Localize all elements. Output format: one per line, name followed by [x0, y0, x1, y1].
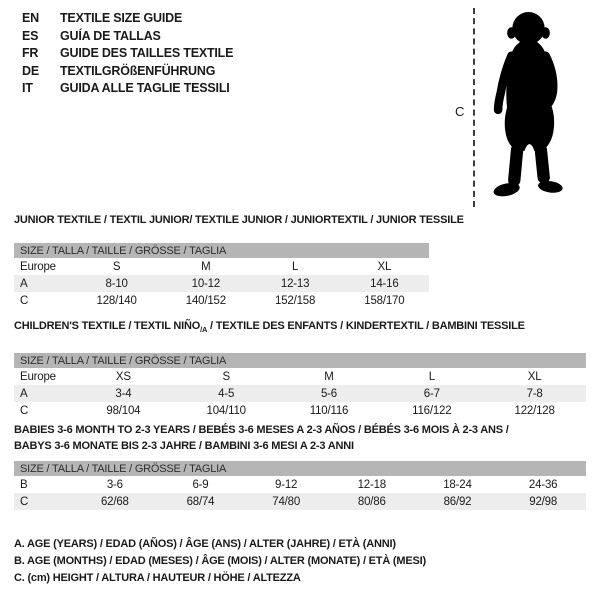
table-row-europe: [14, 368, 586, 385]
size-cell: 8-10: [72, 275, 161, 292]
size-cell: 4-5: [175, 385, 278, 402]
size-cell: 6-7: [380, 385, 483, 402]
junior-size-table: [14, 243, 429, 309]
language-title-list: [22, 10, 233, 98]
size-cell: XL: [377, 260, 392, 273]
childrens-textile-section: [14, 318, 589, 419]
size-cell: XS: [115, 370, 131, 383]
size-cell: M: [324, 370, 334, 383]
childrens-table-title: [14, 318, 589, 338]
size-header-row: [14, 243, 429, 258]
table-row-height: [14, 292, 429, 309]
table-row-height: [14, 493, 586, 510]
row-label: C: [20, 404, 29, 417]
size-cell: 62/68: [72, 493, 158, 510]
size-cell: 14-16: [340, 275, 429, 292]
guide-title-de: TEXTILGRÖßENFÜHRUNG: [60, 63, 216, 78]
size-cell: 158/170: [364, 294, 405, 307]
language-code: IT: [22, 81, 33, 95]
row-label: A: [14, 275, 72, 292]
language-row-en: [22, 10, 233, 28]
table-row-age-months: [14, 476, 586, 493]
table-row-height: [14, 402, 586, 419]
size-cell: 12-13: [251, 275, 340, 292]
size-cell: 10-12: [161, 275, 250, 292]
row-label: C: [14, 493, 72, 510]
size-cell: S: [222, 370, 230, 383]
table-row-age: [14, 385, 586, 402]
size-cell: 6-9: [192, 478, 209, 491]
footnote-height-cm: C. (cm) HEIGHT / ALTURA / HAUTEUR / HÖHE / ALTEZZA: [14, 572, 301, 584]
size-cell: XL: [527, 370, 542, 383]
language-row-fr: [22, 45, 233, 63]
table-row-age: [14, 275, 429, 292]
size-cell: 24-36: [528, 478, 558, 491]
language-code: ES: [22, 28, 39, 43]
size-cell: L: [428, 370, 435, 383]
size-cell: 110/116: [309, 404, 349, 417]
footnote-age-years: A. AGE (YEARS) / EDAD (AÑOS) / ÂGE (ANS) / ALTER (JAHRE) / ETÀ (ANNI): [14, 538, 396, 550]
size-cell: 80/86: [329, 493, 415, 510]
legend-footnotes: [14, 536, 426, 587]
size-cell: 152/158: [275, 294, 316, 307]
row-label: A: [14, 385, 72, 402]
size-cell: 68/74: [158, 493, 244, 510]
size-cell: 104/110: [206, 404, 246, 417]
size-cell: 74/80: [243, 493, 329, 510]
size-cell: 5-6: [278, 385, 381, 402]
title-part: CHILDREN'S TEXTILE / TEXTIL NIÑO: [14, 320, 201, 332]
junior-table-title: JUNIOR TEXTILE / TEXTIL JUNIOR/ TEXTILE JUNIOR / JUNIORTEXTIL / JUNIOR TESSILE: [14, 214, 464, 226]
babies-size-table: [14, 461, 586, 510]
height-dashed-line-icon: [473, 8, 475, 207]
language-code: EN: [22, 11, 39, 25]
guide-title-fr: GUIDE DES TAILLES TEXTILE: [60, 46, 234, 60]
guide-title-es: GUÍA DE TALLAS: [60, 28, 161, 43]
babies-table-title: [14, 422, 589, 454]
size-cell: 98/104: [106, 404, 141, 417]
size-cell: 116/122: [412, 404, 452, 417]
size-cell: 140/152: [185, 294, 226, 307]
table-row-europe: [14, 258, 429, 275]
language-row-de: [22, 63, 233, 81]
height-measure-label: C: [455, 104, 465, 119]
size-cell: 122/128: [514, 404, 555, 417]
size-header-row: [14, 461, 586, 476]
size-cell: 7-8: [483, 385, 586, 402]
size-cell: 128/140: [96, 294, 137, 307]
size-header-label: SIZE / TALLA / TAILLE / GRÖSSE / TAGLIA: [14, 353, 586, 368]
title-subscript: /A: [200, 325, 208, 335]
size-header-label: SIZE / TALLA / TAILLE / GRÖSSE / TAGLIA: [14, 243, 429, 258]
title-line-1: BABIES 3-6 MONTH TO 2-3 YEARS / BEBÉS 3-6 MESES A 2-3 AÑOS / BÉBÉS 3-6 MOIS À 2-3 ANS /: [14, 424, 509, 436]
babies-textile-section: [14, 422, 589, 510]
size-cell: M: [201, 260, 211, 273]
size-header-label: SIZE / TALLA / TAILLE / GRÖSSE / TAGLIA: [14, 461, 586, 476]
language-code: DE: [22, 63, 39, 78]
size-cell: 86/92: [415, 493, 501, 510]
size-cell: 92/98: [500, 493, 586, 510]
title-line-2: BABYS 3-6 MONATE BIS 2-3 JAHRE / BAMBINI 3-6 MESI A 2-3 ANNI: [14, 440, 354, 452]
title-part: / TEXTILE DES ENFANTS / KINDERTEXTIL / BAMBINI TESSILE: [207, 320, 525, 332]
footnote-age-months: B. AGE (MONTHS) / EDAD (MESES) / ÂGE (MOIS) / ALTER (MONATE) / ETÀ (MESI): [14, 555, 426, 567]
size-cell: 12-18: [357, 478, 386, 491]
row-label: Europe: [20, 260, 56, 273]
language-row-es: [22, 28, 233, 46]
baby-silhouette-icon: [481, 6, 576, 210]
junior-textile-section: [14, 212, 464, 309]
size-cell: 3-4: [72, 385, 175, 402]
guide-title-it: GUIDA ALLE TAGLIE TESSILI: [60, 81, 230, 95]
language-code: FR: [22, 46, 39, 60]
row-label: B: [20, 478, 28, 491]
guide-title-en: TEXTILE SIZE GUIDE: [60, 11, 183, 25]
size-header-row: [14, 353, 586, 368]
row-label: Europe: [20, 370, 56, 383]
size-cell: 9-12: [275, 478, 298, 491]
childrens-size-table: [14, 353, 586, 419]
row-label: C: [20, 294, 29, 307]
size-cell: S: [112, 260, 121, 273]
language-row-it: [22, 80, 233, 98]
size-cell: 18-24: [443, 478, 472, 491]
size-cell: 3-6: [106, 478, 123, 491]
size-cell: L: [292, 260, 299, 273]
